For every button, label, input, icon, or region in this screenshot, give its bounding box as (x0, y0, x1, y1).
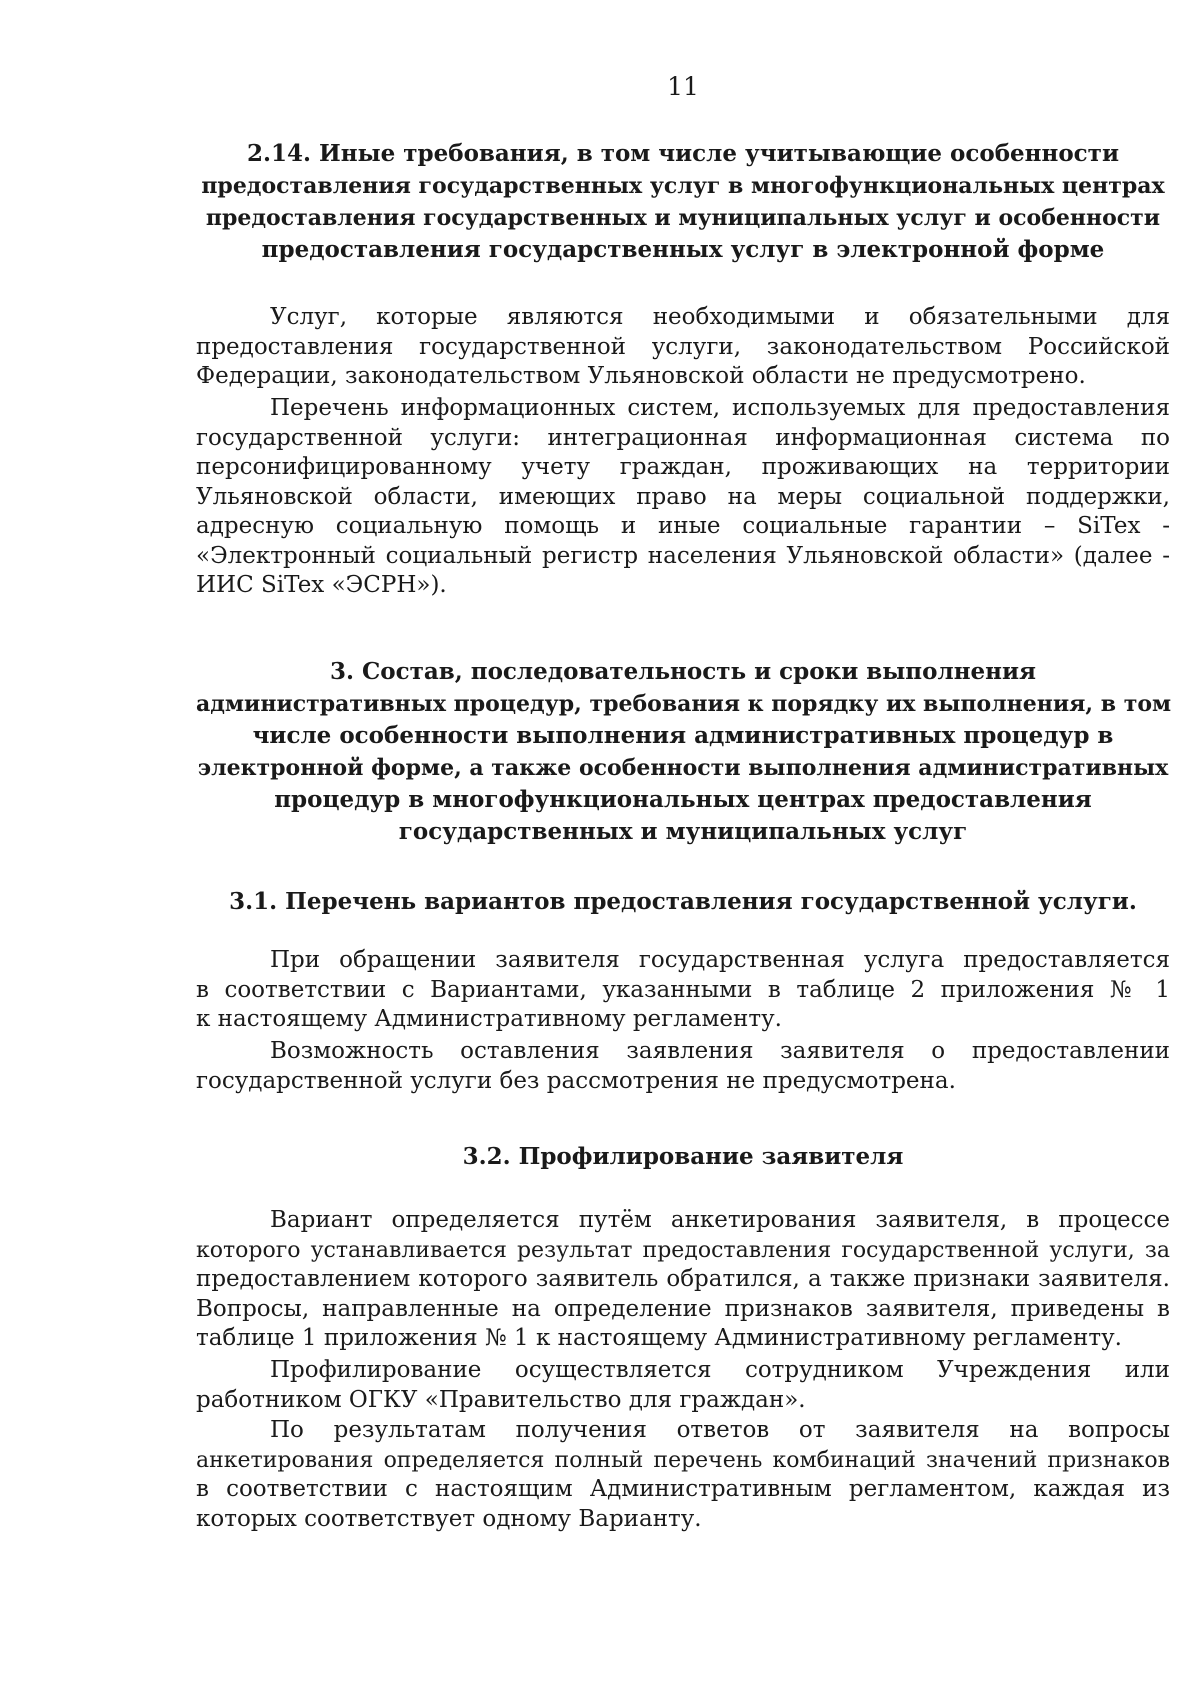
text-line: к настоящему Административному регламенту. (196, 1006, 782, 1032)
heading-line: предоставления государственных услуг в электронной форме (261, 236, 1105, 263)
heading-line: 2.14. Иные требования, в том числе учитывающие особенности (246, 140, 1119, 167)
heading-line: предоставления государственных и муниципальных услуг и особенности (205, 205, 1161, 231)
section-3-2-heading (196, 1141, 1170, 1173)
heading-line: 3.1. Перечень вариантов предоставления государственной услуги. (229, 888, 1137, 915)
text-line: По результатам получения ответов от заявителя на вопросы (270, 1417, 1170, 1443)
heading-line: государственных и муниципальных услуг (398, 818, 968, 845)
text-line: которых соответствует одному Варианту. (196, 1505, 702, 1532)
text-line: адресную социальную помощь и иные социальные гарантии – SiTex - (196, 513, 1170, 539)
text-line: Федерации, законодательством Ульяновской области не предусмотрено. (196, 363, 1086, 389)
text-line: При обращении заявителя государственная услуга предоставляется (270, 947, 1170, 973)
text-line: предоставления государственной услуги, законодательством Российской (196, 333, 1170, 360)
heading-line: процедур в многофункциональных центрах предоставления (274, 786, 1092, 813)
text-line: ИИС SiTex «ЭСРН»). (196, 572, 447, 598)
section-3-1-paragraph-1 (196, 946, 1170, 1035)
heading-line: числе особенности выполнения административных процедур в (252, 722, 1114, 749)
section-3-2-paragraph-2 (196, 1356, 1170, 1415)
text-line: предоставлением которого заявитель обратился, а также признаки заявителя. (196, 1266, 1170, 1292)
heading-line: административных процедур, требования к порядку их выполнения, в том (196, 691, 1172, 717)
text-line: персонифицированному учету граждан, проживающих на территории (196, 454, 1170, 480)
text-line: Вопросы, направленные на определение признаков заявителя, приведены в (196, 1295, 1170, 1322)
heading-line: 3.2. Профилирование заявителя (462, 1143, 904, 1170)
text-line: в соответствии с Вариантами, указанными в таблице 2 приложения № 1 (196, 976, 1170, 1003)
section-3-2-paragraph-3 (196, 1416, 1170, 1534)
text-line: Возможность оставления заявления заявителя о предоставлении (270, 1038, 1170, 1064)
text-line: Перечень информационных систем, используемых для предоставления (270, 395, 1170, 421)
text-line: в соответствии с настоящим Административным регламентом, каждая из (196, 1476, 1170, 1502)
text-line: государственной услуги без рассмотрения не предусмотрена. (196, 1067, 956, 1094)
heading-line: 3. Состав, последовательность и сроки выполнения (329, 658, 1037, 685)
section-2-14-paragraph-1 (196, 303, 1170, 392)
text-line: государственной услуги: интеграционная информационная система по (196, 424, 1170, 451)
text-line: «Электронный социальный регистр населения Ульяновской области» (далее - (196, 542, 1170, 569)
section-3-1-heading (196, 886, 1170, 918)
text-line: таблице 1 приложения № 1 к настоящему Административному регламенту. (196, 1325, 1122, 1351)
page-number: 11 (667, 72, 699, 101)
section-2-14-heading (196, 138, 1170, 266)
text-line: работником ОГКУ «Правительство для граждан». (196, 1386, 806, 1413)
text-line: Ульяновской области, имеющих право на меры социальной поддержки, (196, 483, 1170, 510)
text-line: которого устанавливается результат предоставления государственной услуги, за (196, 1237, 1170, 1263)
section-2-14-paragraph-2 (196, 394, 1170, 601)
section-3-1-paragraph-2 (196, 1037, 1170, 1096)
text-line: Вариант определяется путём анкетирования заявителя, в процессе (270, 1207, 1170, 1233)
heading-line: электронной форме, а также особенности выполнения административных (197, 755, 1169, 781)
text-line: Профилирование осуществляется сотрудником Учреждения или (270, 1357, 1170, 1383)
heading-line: предоставления государственных услуг в многофункциональных центрах (201, 173, 1165, 199)
section-3-heading (196, 656, 1170, 848)
section-3-2-paragraph-1 (196, 1206, 1170, 1354)
text-line: анкетирования определяется полный перечень комбинаций значений признаков (196, 1447, 1170, 1473)
text-line: Услуг, которые являются необходимыми и обязательными для (270, 304, 1170, 330)
